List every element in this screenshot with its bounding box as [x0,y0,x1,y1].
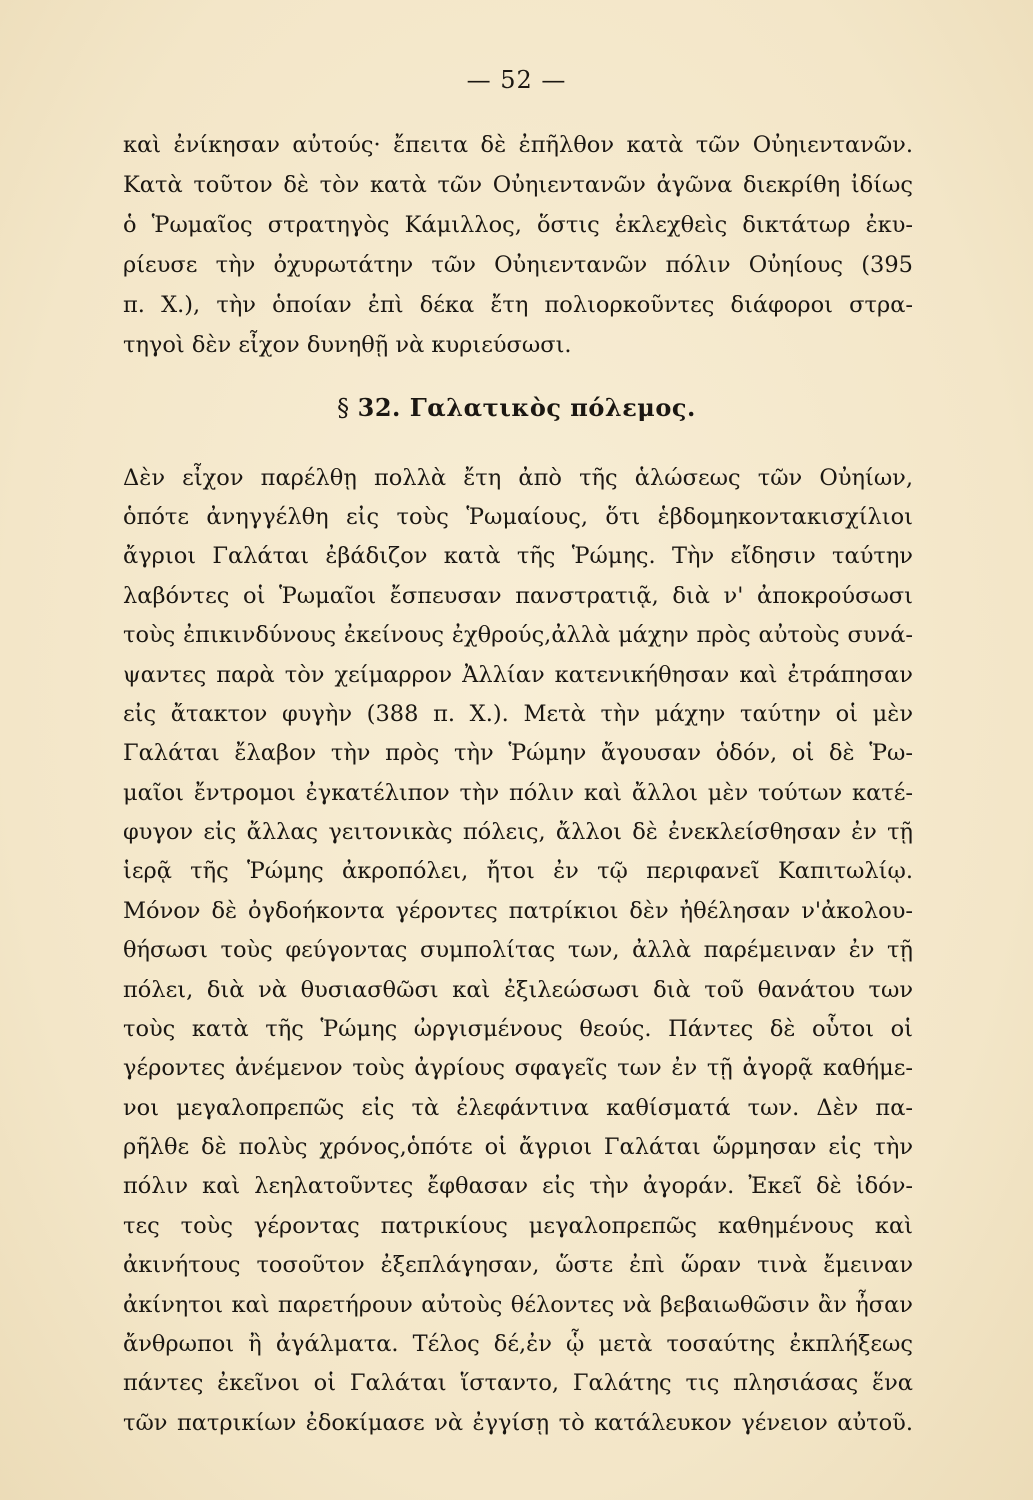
text-line: εἰς ἄτακτον φυγὴν (388 π. Χ.). Μετὰ τὴν μάχην ταύτην οἱ μὲν [123,701,913,727]
text-line: φυγον εἰς ἄλλας γειτονικὰς πόλεις, ἄλλοι δὲ ἐνεκλείσθησαν ἐν τῇ [123,819,913,845]
text-line: μαῖοι ἔντρομοι ἐγκατέλιπον τὴν πόλιν καὶ ἄλλοι μὲν τούτων κατέ- [123,780,913,806]
text-line: νοι μεγαλοπρεπῶς εἰς τὰ ἐλεφάντινα καθίσματά των. Δὲν πα- [123,1095,913,1121]
text-line: λαβόντες οἱ Ῥωμαῖοι ἔσπευσαν πανστρατιᾷ, διὰ ν' ἀποκρούσωσι [123,583,913,609]
section-title: 32. Γαλατικὸς πόλεμος. [357,393,696,422]
text-line: τοὺς κατὰ τῆς Ῥώμης ὠργισμένους θεούς. Πάντες δὲ οὗτοι οἱ [123,1016,913,1042]
text-line: τοὺς ἐπικινδύνους ἐκείνους ἐχθρούς,ἀλλὰ μάχην πρὸς αὐτοὺς συνά- [123,622,913,648]
text-line: ρῆλθε δὲ πολὺς χρόνος,ὁπότε οἱ ἄγριοι Γαλάται ὥρμησαν εἰς τὴν [123,1134,913,1160]
text-line: Μόνον δὲ ὀγδοήκοντα γέροντες πατρίκιοι δὲν ἠθέλησαν ν'ἀκολου- [123,898,913,924]
text-line: ρίευσε τὴν ὀχυρωτάτην τῶν Οὐηιεντανῶν πόλιν Οὐηίους (395 [123,252,913,278]
text-line: π. Χ.), τὴν ὁποίαν ἐπὶ δέκα ἔτη πολιορκοῦντες διάφοροι στρα- [123,292,913,318]
text-line: ὁπότε ἀνηγγέλθη εἰς τοὺς Ῥωμαίους, ὅτι ἑβδομηκοντακισχίλιοι [123,504,913,530]
text-line: πάντες ἐκεῖνοι οἱ Γαλάται ἵσταντο, Γαλάτης τις πλησιάσας ἕνα [123,1370,913,1396]
text-line: Γαλάται ἔλαβον τὴν πρὸς τὴν Ῥώμην ἄγουσαν ὁδόν, οἱ δὲ Ῥω- [123,740,913,766]
text-line: τες τοὺς γέροντας πατρικίους μεγαλοπρεπῶς καθημένους καὶ [123,1213,913,1239]
text-line: ἄγριοι Γαλάται ἐβάδιζον κατὰ τῆς Ῥώμης. Τὴν εἴδησιν ταύτην [123,543,913,569]
text-line: ἱερᾷ τῆς Ῥώμης ἀκροπόλει, ἤτοι ἐν τῷ περιφανεῖ Καπιτωλίῳ. [123,858,913,884]
text-line: καὶ ἐνίκησαν αὐτούς· ἔπειτα δὲ ἐπῆλθον κατὰ τῶν Οὐηιεντανῶν. [123,132,913,158]
text-line: Κατὰ τοῦτον δὲ τὸν κατὰ τῶν Οὐηιεντανῶν ἀγῶνα διεκρίθη ἰδίως [123,172,913,198]
page-number: — 52 — [466,66,567,94]
text-line: τῶν πατρικίων ἐδοκίμασε νὰ ἐγγίσῃ τὸ κατάλευκον γένειον αὐτοῦ. [123,1410,913,1436]
text-line: πόλει, διὰ νὰ θυσιασθῶσι καὶ ἐξιλεώσωσι διὰ τοῦ θανάτου των [123,977,913,1003]
text-line: ἄνθρωποι ἢ ἀγάλματα. Τέλος δέ,ἐν ᾧ μετὰ τοσαύτης ἐκπλήξεως [123,1331,913,1357]
section-heading [0,393,1033,422]
text-line: Δὲν εἶχον παρέλθῃ πολλὰ ἔτη ἀπὸ τῆς ἁλώσεως τῶν Οὐηίων, [123,465,913,491]
text-line: ἀκίνητοι καὶ παρετήρουν αὐτοὺς θέλοντες νὰ βεβαιωθῶσιν ἂν ἦσαν [123,1292,913,1318]
text-line: τηγοὶ δὲν εἶχον δυνηθῇ νὰ κυριεύσωσι. [123,332,572,358]
text-line: ἀκινήτους τοσοῦτον ἐξεπλάγησαν, ὥστε ἐπὶ ὥραν τινὰ ἔμειναν [123,1252,913,1278]
text-line: θήσωσι τοὺς φεύγοντας συμπολίτας των, ἀλλὰ παρέμειναν ἐν τῇ [123,937,913,963]
section-symbol: § [337,394,350,422]
text-line: πόλιν καὶ λεηλατοῦντες ἔφθασαν εἰς τὴν ἀγοράν. Ἐκεῖ δὲ ἰδόν- [123,1173,913,1199]
text-line: ψαντες παρὰ τὸν χείμαρρον Ἀλλίαν κατενικήθησαν καὶ ἐτράπησαν [123,662,913,688]
text-line: γέροντες ἀνέμενον τοὺς ἀγρίους σφαγεῖς των ἐν τῇ ἀγορᾷ καθήμε- [123,1055,913,1081]
text-line: ὁ Ῥωμαῖος στρατηγὸς Κάμιλλος, ὅστις ἐκλεχθεὶς δικτάτωρ ἐκυ- [123,212,913,238]
